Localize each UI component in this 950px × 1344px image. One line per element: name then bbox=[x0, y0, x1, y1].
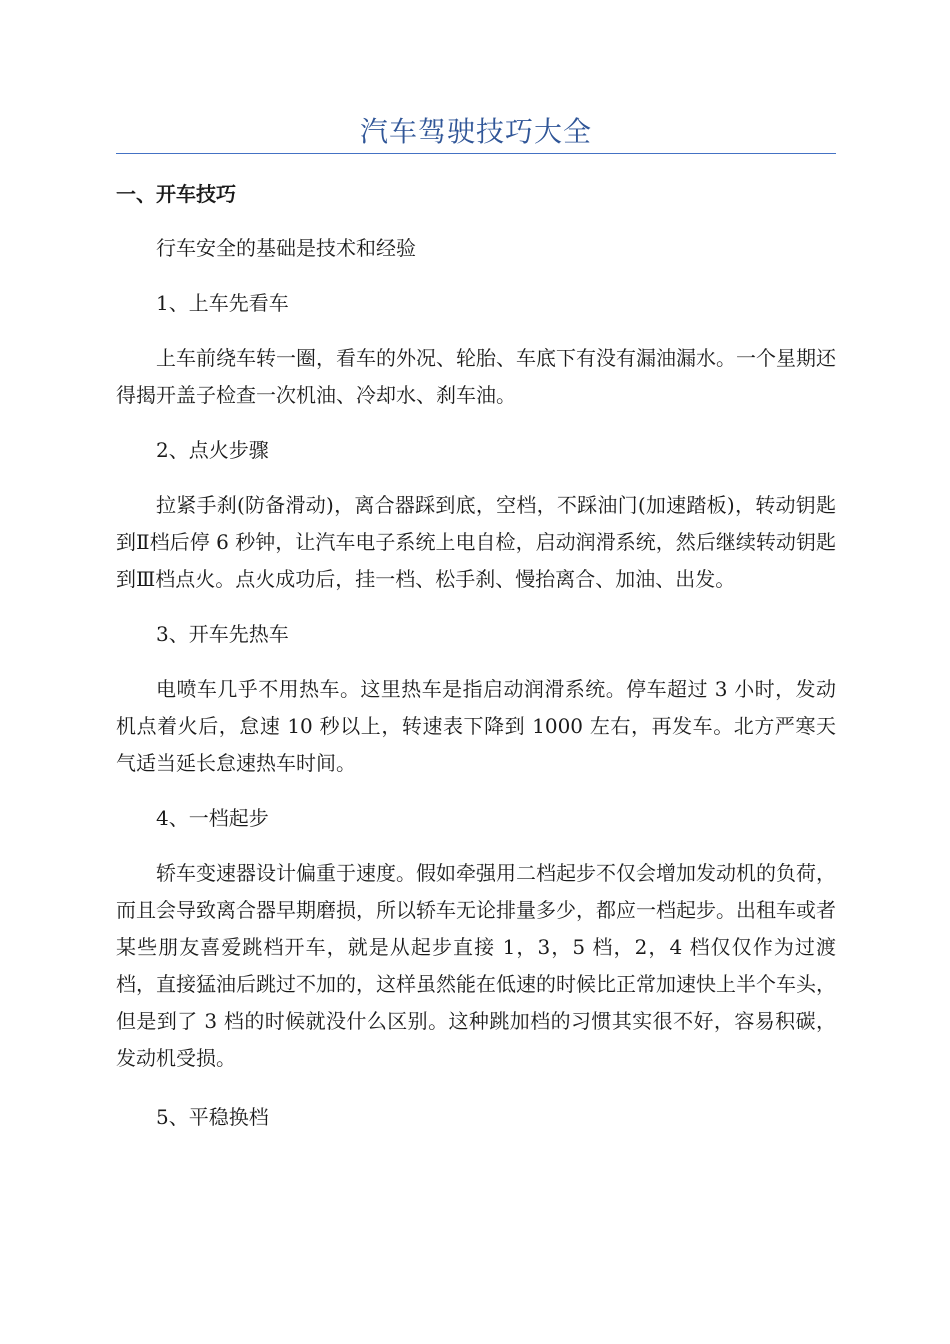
item-heading-2: 2、点火步骤 bbox=[156, 438, 269, 462]
item-body-1: 上车前绕车转一圈，看车的外况、轮胎、车底下有没有漏油漏水。一个星期还得揭开盖子检查一次机油、冷却水、刹车油。 bbox=[116, 346, 836, 407]
item-heading-4: 4、一档起步 bbox=[156, 806, 269, 830]
item-body-3: 电喷车几乎不用热车。这里热车是指启动润滑系统。停车超过 3 小时，发动机点着火后，怠速 10 秒以上，转速表下降到 1000 左右，再发车。北方严寒天气适当延长怠速热车时间。 bbox=[116, 677, 836, 775]
title-underline bbox=[116, 153, 836, 154]
section-intro: 行车安全的基础是技术和经验 bbox=[156, 236, 416, 260]
document-page bbox=[116, 0, 836, 1136]
document-title: 汽车驾驶技巧大全 bbox=[359, 115, 592, 148]
item-body-4: 轿车变速器设计偏重于速度。假如牵强用二档起步不仅会增加发动机的负荷，而且会导致离合器早期磨损，所以轿车无论排量多少，都应一档起步。出租车或者某些朋友喜爱跳档开车，就是从起步直接 1，3，5 档，2，4 档仅仅作为过渡档，直接猛油后跳过不加的，这样虽然能在低速的时候比正常加速快上半个车头，但是到了 3 档的时候就没什么区别。这种跳加档的习惯其实很不好，容易积碳，发动机受损。 bbox=[116, 861, 836, 1070]
section-heading: 一、开车技巧 bbox=[116, 182, 236, 206]
item-body-2: 拉紧手刹(防备滑动)，离合器踩到底，空档，不踩油门(加速踏板)，转动钥匙到Ⅱ档后停 6 秒钟，让汽车电子系统上电自检，启动润滑系统，然后继续转动钥匙到Ⅲ档点火。点火成功后，挂一档、松手刹、慢抬离合、加油、出发。 bbox=[116, 493, 836, 591]
item-heading-1: 1、上车先看车 bbox=[156, 291, 289, 315]
item-heading-3: 3、开车先热车 bbox=[156, 622, 289, 646]
item-heading-5: 5、平稳换档 bbox=[156, 1105, 269, 1129]
